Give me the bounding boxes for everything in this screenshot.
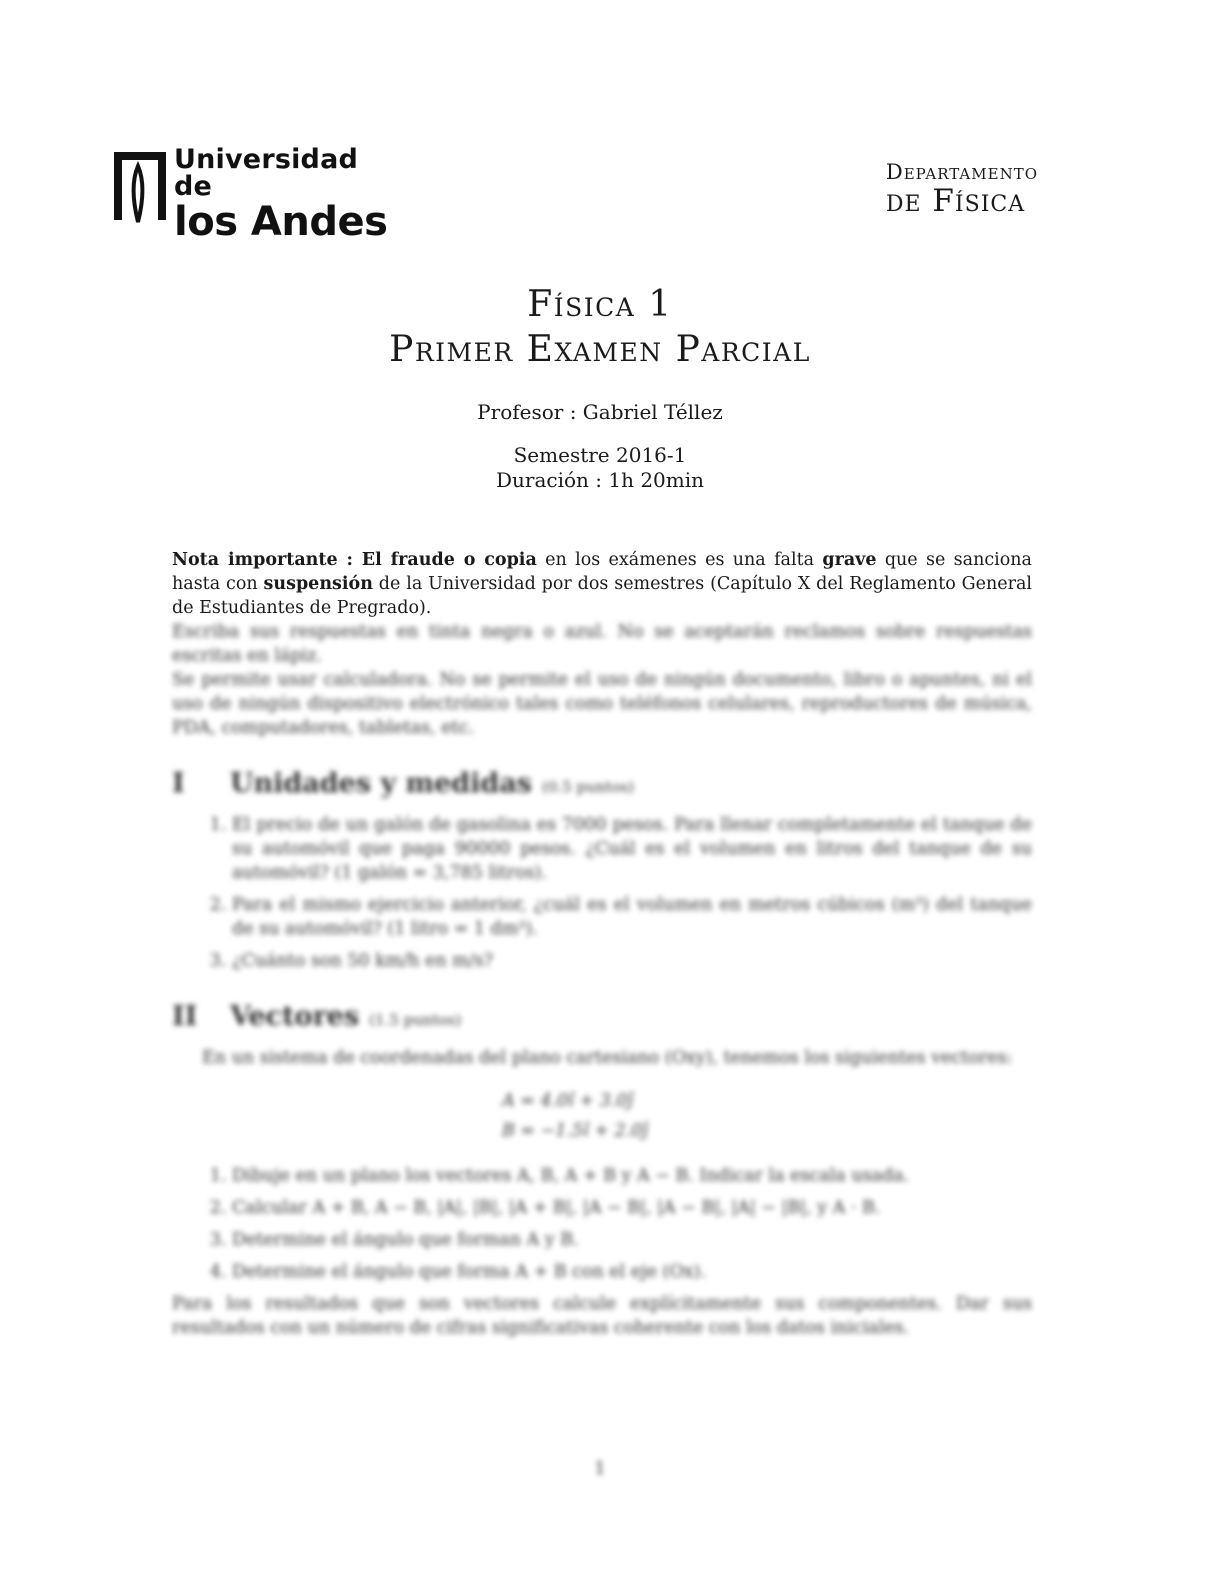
- professor-line: Profesor : Gabriel Téllez: [477, 400, 723, 424]
- note-text-3: de la Universidad por dos semestres (Capítulo X del Reglamento General de Estudiantes de Pregrado).: [172, 574, 1032, 618]
- section-2-questions: [172, 1164, 1032, 1284]
- course-title: Física 1: [527, 284, 673, 325]
- semester-line: Semestre 2016-1: [513, 443, 687, 467]
- section-2-number: II: [172, 1001, 198, 1032]
- section-1-number: I: [172, 768, 185, 799]
- section-2: [172, 1001, 1032, 1340]
- logo-wordmark: [174, 142, 388, 245]
- note-bold-grave: grave: [822, 550, 877, 570]
- exam-body: [172, 548, 1032, 1358]
- department-line-2: de Física: [885, 183, 1026, 220]
- equation-a: A = 4.0î + 3.0ĵ: [502, 1091, 633, 1111]
- section-1-heading: [172, 768, 1032, 799]
- question-item: 1. El precio de un galón de gasolina es 7000 pesos. Para llenar completamente el tanque de su automóvil que paga 90000 pesos. ¿Cuál es el volumen en litros del tanque de su automóvil? (1 galón = 3,785 litros).: [232, 813, 1032, 885]
- department-label: [886, 160, 1038, 220]
- duration-line: Duración : 1h 20min: [495, 468, 705, 492]
- page-number: 1: [594, 1458, 606, 1479]
- important-note: [172, 548, 1032, 740]
- question-item: 2. Calcular A + B, A − B, |A|, |B|, |A + B|, |A − B|, |A − B|, |A| − |B|, y A · B.: [232, 1196, 1032, 1220]
- section-1-questions: [172, 813, 1032, 973]
- section-2-points: (1.5 puntos): [369, 1011, 462, 1029]
- logo-line-1: Universidad de: [174, 144, 359, 202]
- note-paragraph-1: [172, 548, 1032, 620]
- note-text-2: que se sanciona hasta con: [172, 550, 1032, 594]
- question-item: 4. Determine el ángulo que forma A + B con el eje (Ox).: [232, 1260, 1032, 1284]
- section-2-intro: En un sistema de coordenadas del plano cartesiano (Oxy), tenemos los siguientes vectores:: [202, 1048, 1013, 1068]
- section-1-title: Unidades y medidas: [230, 768, 533, 799]
- title-block: [0, 282, 1200, 493]
- section-2-closing: Para los resultados que son vectores calcule explícitamente sus componentes. Dar sus resultados con un número de cifras significativas coherente con los datos iniciales.: [172, 1294, 1032, 1338]
- section-1: [172, 768, 1032, 973]
- question-item: 2. Para el mismo ejercicio anterior, ¿cuál es el volumen en metros cúbicos (m³) del tanque de su automóvil? (1 litro = 1 dm³).: [232, 893, 1032, 941]
- note-bold-suspension: suspensión: [263, 574, 373, 594]
- equation-b: B = −1.5î + 2.0ĵ: [502, 1121, 648, 1141]
- question-item: 1. Dibuje en un plano los vectores A, B, A + B y A − B. Indicar la escala usada.: [232, 1164, 1032, 1188]
- section-1-points: (0.5 puntos): [542, 778, 635, 796]
- note-lead: Nota importante : El fraude o copia: [172, 550, 537, 570]
- vector-equations: [502, 1086, 702, 1146]
- note-paragraph-3: Se permite usar calculadora. No se permite el uso de ningún documento, libro o apuntes, ni el uso de ningún dispositivo electrónico tales como teléfonos celulares, reproductores de música, PDA, computadores, tabletas, etc.: [172, 670, 1032, 738]
- university-emblem-icon: [108, 146, 170, 226]
- question-item: 3. Determine el ángulo que forman A y B.: [232, 1228, 1032, 1252]
- section-2-heading: [172, 1001, 1032, 1032]
- logo-line-2: los Andes: [174, 199, 388, 245]
- department-line-1: Departamento: [885, 160, 1038, 184]
- question-item: 3. ¿Cuánto son 50 km/h en m/s?: [232, 949, 1032, 973]
- note-text-1: en los exámenes es una falta: [536, 550, 823, 570]
- exam-title: Primer Examen Parcial: [389, 329, 811, 370]
- university-logo: [108, 142, 388, 245]
- section-2-title: Vectores: [230, 1001, 360, 1032]
- note-paragraph-2: Escriba sus respuestas en tinta negra o azul. No se aceptarán reclamos sobre respuestas escritas en lápiz.: [172, 622, 1032, 666]
